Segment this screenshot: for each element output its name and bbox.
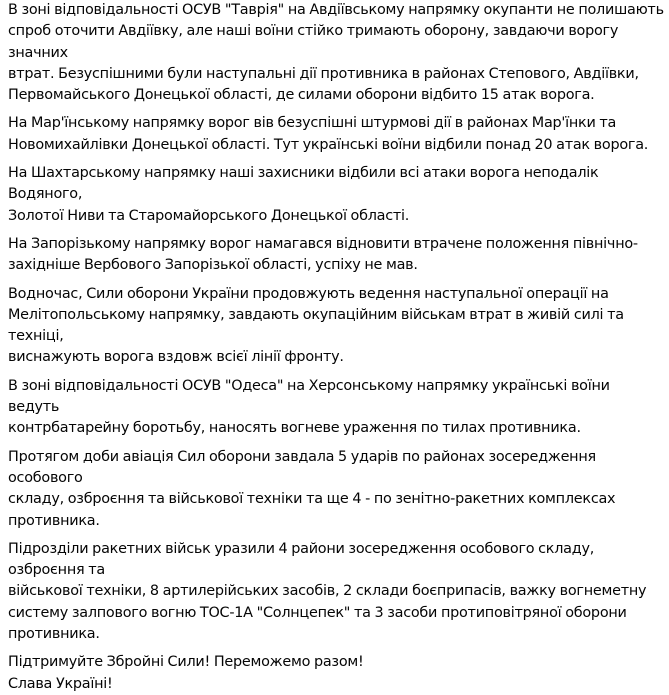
paragraph-glory: Слава Україні! — [8, 675, 113, 692]
paragraph-missile-troops: Підрозділи ракетних військ уразили 4 райони зосередження особового складу, озброєння та військової техніки, 8 артилерійських засобів, 2 склади боєприпасів, важку вогнеметну систему залпового вогню ТОС-1А "Солнцепек" та 3 засоби протиповітряної оборони противника. — [8, 540, 647, 643]
post-text — [8, 0, 664, 695]
paragraph-melitopol: Водночас, Сили оборони України продовжують ведення наступальної операції на Мелітопольському напрямку, завдають окупаційним військам втрат в живій силі та техніці, виснажують ворога вздовж всієї лінії фронту. — [8, 285, 624, 366]
paragraph-aviation: Протягом доби авіація Сил оборони завдала 5 ударів по районах зосередження особового складу, озброєння та військової техніки та ще 4 - по зенітно-ракетних комплексах противника. — [8, 448, 616, 529]
paragraph-kherson: В зоні відповідальності ОСУВ "Одеса" на Херсонському напрямку українські воїни ведуть контрбатарейну боротьбу, наносять вогневе ураження по тилах противника. — [8, 377, 610, 437]
paragraph-marinka: На Мар'їнському напрямку ворог вів безуспішні штурмові дії в районах Мар'їнки та Новомихайлівки Донецької області. Тут українські воїни відбили понад 20 атак ворога. — [8, 115, 649, 153]
paragraph-avdiivka: В зоні відповідальності ОСУВ "Таврія" на Авдіївському напрямку окупанти не полишають спроб оточити Авдіївку, але наші воїни стійко тримають оборону, завдаючи ворогу значних втрат. Безуспішними були наступальні дії противника в районах Степового, Авдіївки, Первомайського Донецької області, де силами оборони відбито 15 атак ворога. — [8, 2, 664, 104]
paragraph-shakhtarske: На Шахтарському напрямку наші захисники відбили всі атаки ворога неподалік Водяного, Золотої Ниви та Старомайорського Донецької області. — [8, 165, 599, 224]
paragraph-zaporizhzhia: На Запорізькому напрямку ворог намагався відновити втрачене положення північно- західніше Вербового Запорізької області, успіху не мав. — [8, 235, 638, 274]
paragraph-support: Підтримуйте Збройні Сили! Переможемо разом! — [8, 654, 364, 671]
